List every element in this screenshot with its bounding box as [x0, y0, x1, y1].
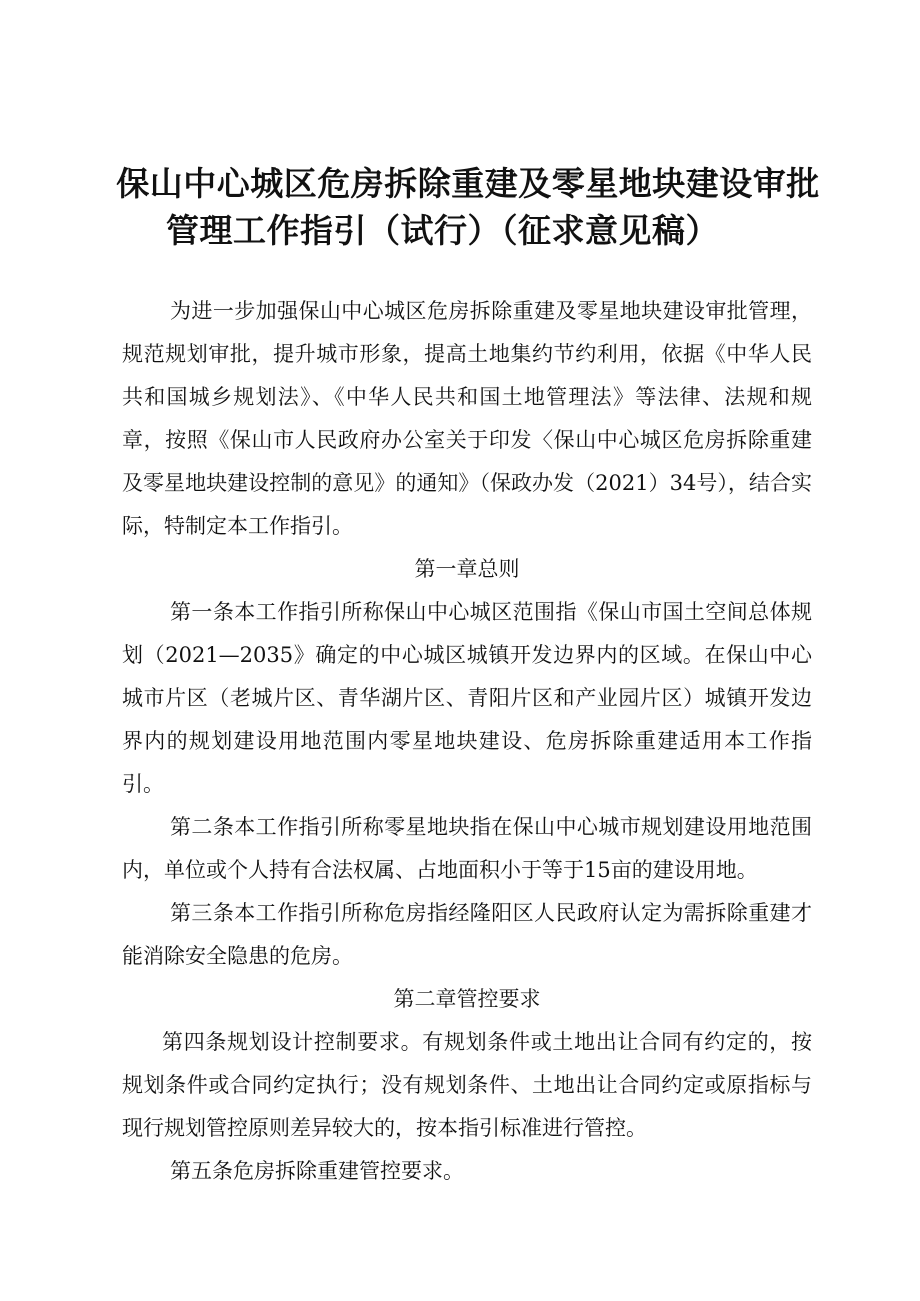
chapter-2-heading: 第二章管控要求	[393, 987, 541, 1011]
document-title	[108, 160, 828, 254]
article-4: 第四条规划设计控制要求。有规划条件或土地出让合同有约定的，按规划条件或合同约定执行；没有规划条件、土地出让合同约定或原指标与现行规划管控原则差异较大的，按本指引标准进行管控。	[122, 1030, 812, 1140]
article-1: 第一条本工作指引所称保山中心城区范围指《保山市国土空间总体规划（2021—2035》确定的中心城区城镇开发边界内的区域。在保山中心城市片区（老城片区、青华湖片区、青阳片区和产业园片区）城镇开发边界内的规划建设用地范围内零星地块建设、危房拆除重建适用本工作指引。	[122, 600, 812, 796]
article-3: 第三条本工作指引所称危房指经隆阳区人民政府认定为需拆除重建才能消除安全隐患的危房。	[122, 901, 812, 968]
title-line-1: 保山中心城区危房拆除重建及零星地块建设审批	[116, 164, 820, 203]
intro-paragraph: 为进一步加强保山中心城区危房拆除重建及零星地块建设审批管理，规范规划审批，提升城市形象，提高土地集约节约利用，依据《中华人民共和国城乡规划法》、《中华人民共和国土地管理法》等法律、法规和规章，按照《保山市人民政府办公室关于印发〈保山中心城区危房拆除重建及零星地块建设控制的意见》的通知》（保政办发（2021）34号），结合实际，特制定本工作指引。	[122, 299, 812, 538]
article-2: 第二条本工作指引所称零星地块指在保山中心城市规划建设用地范围内，单位或个人持有合法权属、占地面积小于等于15亩的建设用地。	[122, 815, 812, 882]
title-line-2: 管理工作指引（试行）（征求意见稿）	[166, 211, 719, 250]
chapter-1-heading: 第一章总则	[414, 557, 520, 581]
article-5: 第五条危房拆除重建管控要求。	[170, 1159, 464, 1183]
document-body	[122, 290, 812, 1193]
